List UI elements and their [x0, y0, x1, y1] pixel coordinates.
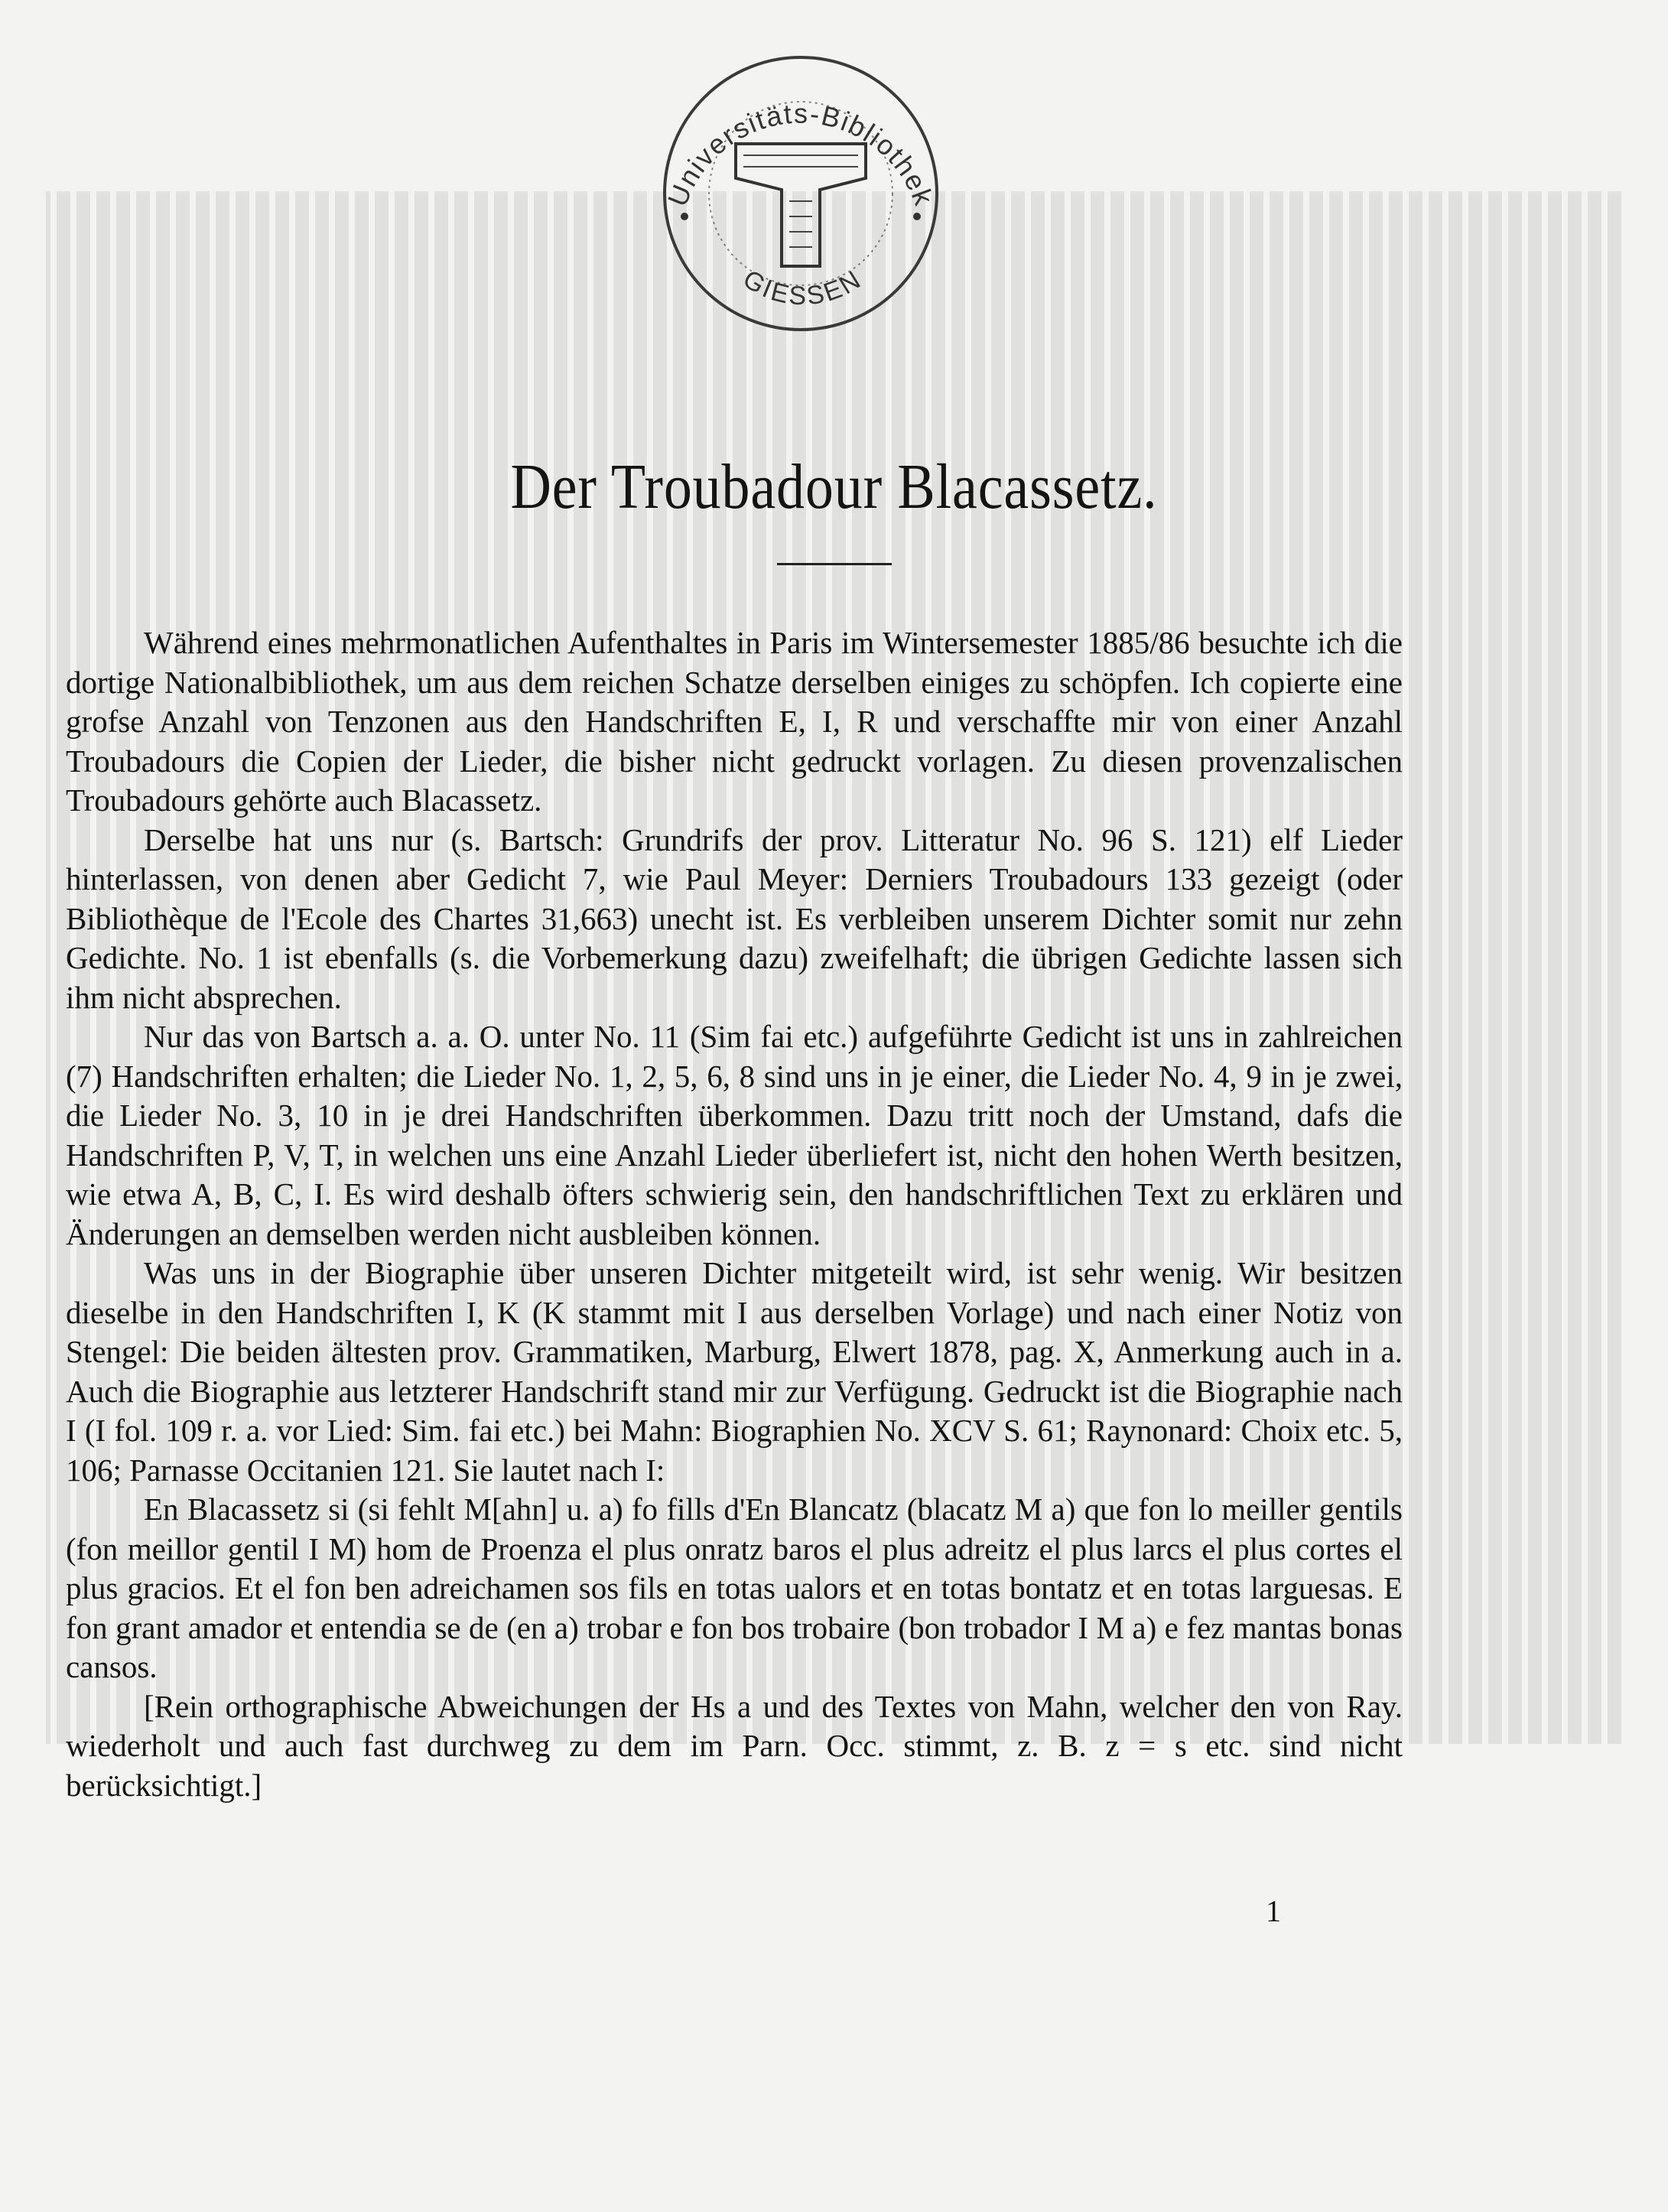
svg-text:GIESSEN: GIESSEN	[737, 264, 868, 311]
library-stamp	[652, 44, 950, 343]
svg-text:Universitäts-Bibliothek: Universitäts-Bibliothek	[661, 97, 941, 211]
paragraph: Nur das von Bartsch a. a. O. unter No. 11 (Sim fai etc.) aufgeführte Gedicht ist uns in zahlreichen (7) Handschriften erhalten; die Lieder No. 1, 2, 5, 6, 8 sind uns in je einer, die Lieder No. 4, 9 in je zwei, die Lieder No. 3, 10 in je drei Handschriften überkommen. Dazu tritt noch der Umstand, dafs die Handschriften P, V, T, in welchen uns eine Anzahl Lieder überliefert ist, nicht den hohen Werth besitzen, wie etwa A, B, C, I. Es wird deshalb öfters schwierig sein, den handschriftlichen Text zu erklären und Änderungen an demselben werden nicht ausbleiben können.	[66, 1019, 1403, 1251]
paragraph: Was uns in der Biographie über unseren Dichter mitgeteilt wird, ist sehr wenig. Wir besitzen dieselbe in den Handschriften I, K (K stammt mit I aus derselben Vorlage) und nach einer Notiz von Stengel: Die beiden ältesten prov. Grammatiken, Marburg, Elwert 1878, pag. X, Anmerkung auch in a. Auch die Biographie aus letzterer Handschrift stand mir zur Verfügung. Gedruckt ist die Biographie nach I (I fol. 109 r. a. vor Lied: Sim. fai etc.) bei Mahn: Biographien No. XCV S. 61; Raynonard: Choix etc. 5, 106; Parnasse Occitanien 121. Sie lautet nach I:	[66, 1255, 1403, 1488]
body-text	[66, 623, 1403, 1805]
page-number: 1	[1266, 1894, 1281, 1928]
paragraph: [Rein orthographische Abweichungen der Hs a und des Textes von Mahn, welcher den von Ray. wiederholt und auch fast durchweg zu dem im Parn. Occ. stimmt, z. B. z = s etc. sind nicht berücksichtigt.]	[66, 1688, 1403, 1803]
page-title: Der Troubadour Blacassetz.	[510, 451, 1158, 522]
paragraph: Derselbe hat uns nur (s. Bartsch: Grundrifs der prov. Litteratur No. 96 S. 121) elf Lieder hinterlassen, von denen aber Gedicht 7, wie Paul Meyer: Derniers Troubadours 133 gezeigt (oder Bibliothèque de l'Ecole des Chartes 31,663) unecht ist. Es verbleiben unserem Dichter somit nur zehn Gedichte. No. 1 ist ebenfalls (s. die Vorbemerkung dazu) zweifelhaft; die übrigen Gedichte lassen sich ihm nicht absprechen.	[66, 821, 1403, 1015]
title-divider	[777, 563, 892, 565]
paragraph: En Blacassetz si (si fehlt M[ahn] u. a) fo fills d'En Blancatz (blacatz M a) que fon lo meiller gentils (fon meillor gentil I M) hom de Proenza el plus onratz baros el plus adreitz el plus larcs el plus cortes el plus gracios. Et el fon ben adreichamen sos fils en totas ualors et en totas bontatz et en totas larguesas. E fon grant amador et entendia se de (en a) trobar e fon bos trobaire (bon trobador I M a) e fez mantas bonas cansos.	[66, 1491, 1403, 1684]
paragraph: Während eines mehrmonatlichen Aufenthaltes in Paris im Wintersemester 1885/86 besuchte ich die dortige Nationalbibliothek, um aus dem reichen Schatze derselben einiges zu schöpfen. Ich copierte eine grofse Anzahl von Tenzonen aus den Handschriften E, I, R und verschaffte mir von einer Anzahl Troubadours die Copien der Lieder, die bisher nicht gedruckt vorlagen. Zu diesen provenzalischen Troubadours gehörte auch Blacassetz.	[66, 625, 1403, 818]
